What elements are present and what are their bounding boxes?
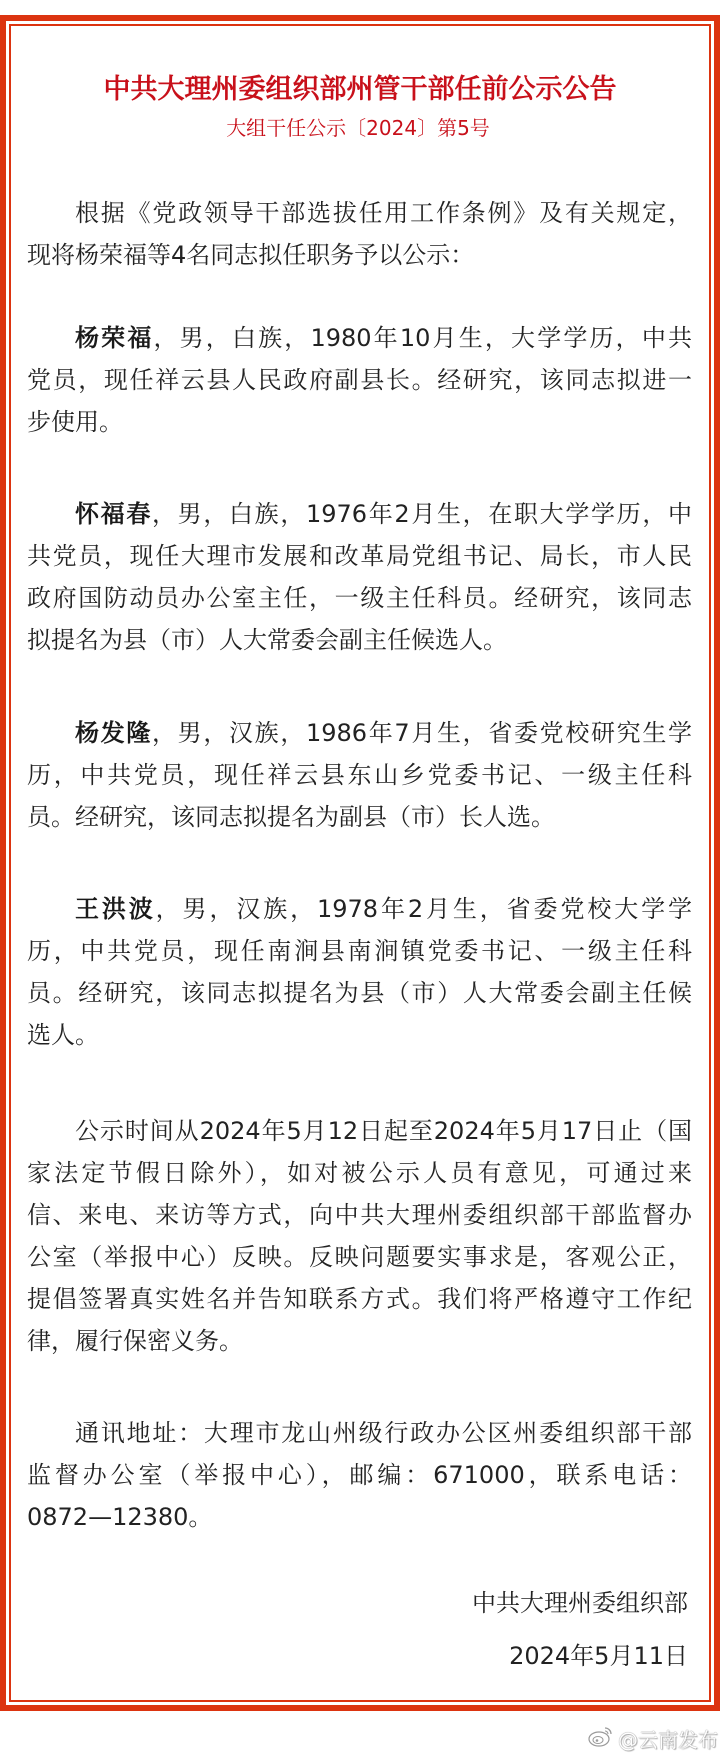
text-line: 信、来电、来访等方式，向中共大理州委组织部干部监督办 [27,1201,692,1229]
document-number: 大组干任公示〔2024〕第5号 [226,116,490,140]
text-line: 历，中共党员，现任祥云县东山乡党委书记、一级主任科 [27,761,692,789]
text-line: 历，中共党员，现任南涧县南涧镇党委书记、一级主任科 [27,937,692,965]
text-line: 员。经研究，该同志拟提名为副县（市）长人选。 [27,803,555,831]
weibo-icon [588,1725,614,1751]
text-line: 监督办公室（举报中心），邮编：671000，联系电话： [27,1461,692,1489]
text-line: 党员，现任祥云县人民政府副县长。经研究，该同志拟进一 [27,366,692,394]
candidate-paragraph [27,712,692,838]
text-line: 拟提名为县（市）人大常委会副主任候选人。 [27,626,507,654]
watermark-text: @云南发布 [618,1727,718,1752]
text-line: 提倡签署真实姓名并告知联系方式。我们将严格遵守工作纪 [27,1285,692,1313]
candidate-name: 王洪波 [75,895,156,923]
notice-period-paragraph [27,1110,692,1362]
text-line: 步使用。 [27,408,123,436]
text-line: 政府国防动员办公室主任，一级主任科员。经研究，该同志 [27,584,692,612]
text-line: 家法定节假日除外），如对被公示人员有意见，可通过来 [27,1159,692,1187]
text-line: 选人。 [27,1021,99,1049]
text-line: 通讯地址：大理市龙山州级行政办公区州委组织部干部 [75,1419,692,1447]
text-line: 现将杨荣福等4名同志拟任职务予以公示： [27,241,475,269]
text-line: 公室（举报中心）反映。反映问题要实事求是，客观公正， [27,1243,692,1271]
candidate-info: ，男，白族，1976年2月生，在职大学学历，中 [152,500,692,528]
intro-paragraph [27,192,692,276]
text-line [27,712,692,754]
candidate-name: 杨发隆 [75,719,152,747]
text-line [27,317,692,359]
candidate-paragraph [27,317,692,443]
contact-paragraph [27,1412,692,1538]
text-line: 律，履行保密义务。 [27,1327,243,1355]
candidate-info: ，男，白族，1980年10月生，大学学历，中共 [153,324,692,352]
signature-date: 2024年5月11日 [509,1642,688,1670]
weibo-watermark [588,1724,718,1752]
candidate-name: 杨荣福 [75,324,154,352]
candidate-paragraph [27,888,692,1056]
text-line: 0872—12380。 [27,1503,213,1531]
candidate-info: ，男，汉族，1978年2月生，省委党校大学学 [155,895,692,923]
text-line: 员。经研究，该同志拟提名为县（市）人大常委会副主任候 [27,979,692,1007]
signature-organization: 中共大理州委组织部 [472,1589,688,1617]
candidate-info: ，男，汉族，1986年7月生，省委党校研究生学 [152,719,692,747]
document-title: 中共大理州委组织部州管干部任前公示公告 [103,74,617,105]
candidate-name: 怀福春 [75,500,152,528]
text-line: 公示时间从2024年5月12日起至2024年5月17日止（国 [75,1117,692,1145]
text-line: 共党员，现任大理市发展和改革局党组书记、局长，市人民 [27,542,692,570]
text-line: 根据《党政领导干部选拔任用工作条例》及有关规定， [75,199,692,227]
text-line [27,888,692,930]
text-line [27,493,692,535]
candidate-paragraph [27,493,692,661]
